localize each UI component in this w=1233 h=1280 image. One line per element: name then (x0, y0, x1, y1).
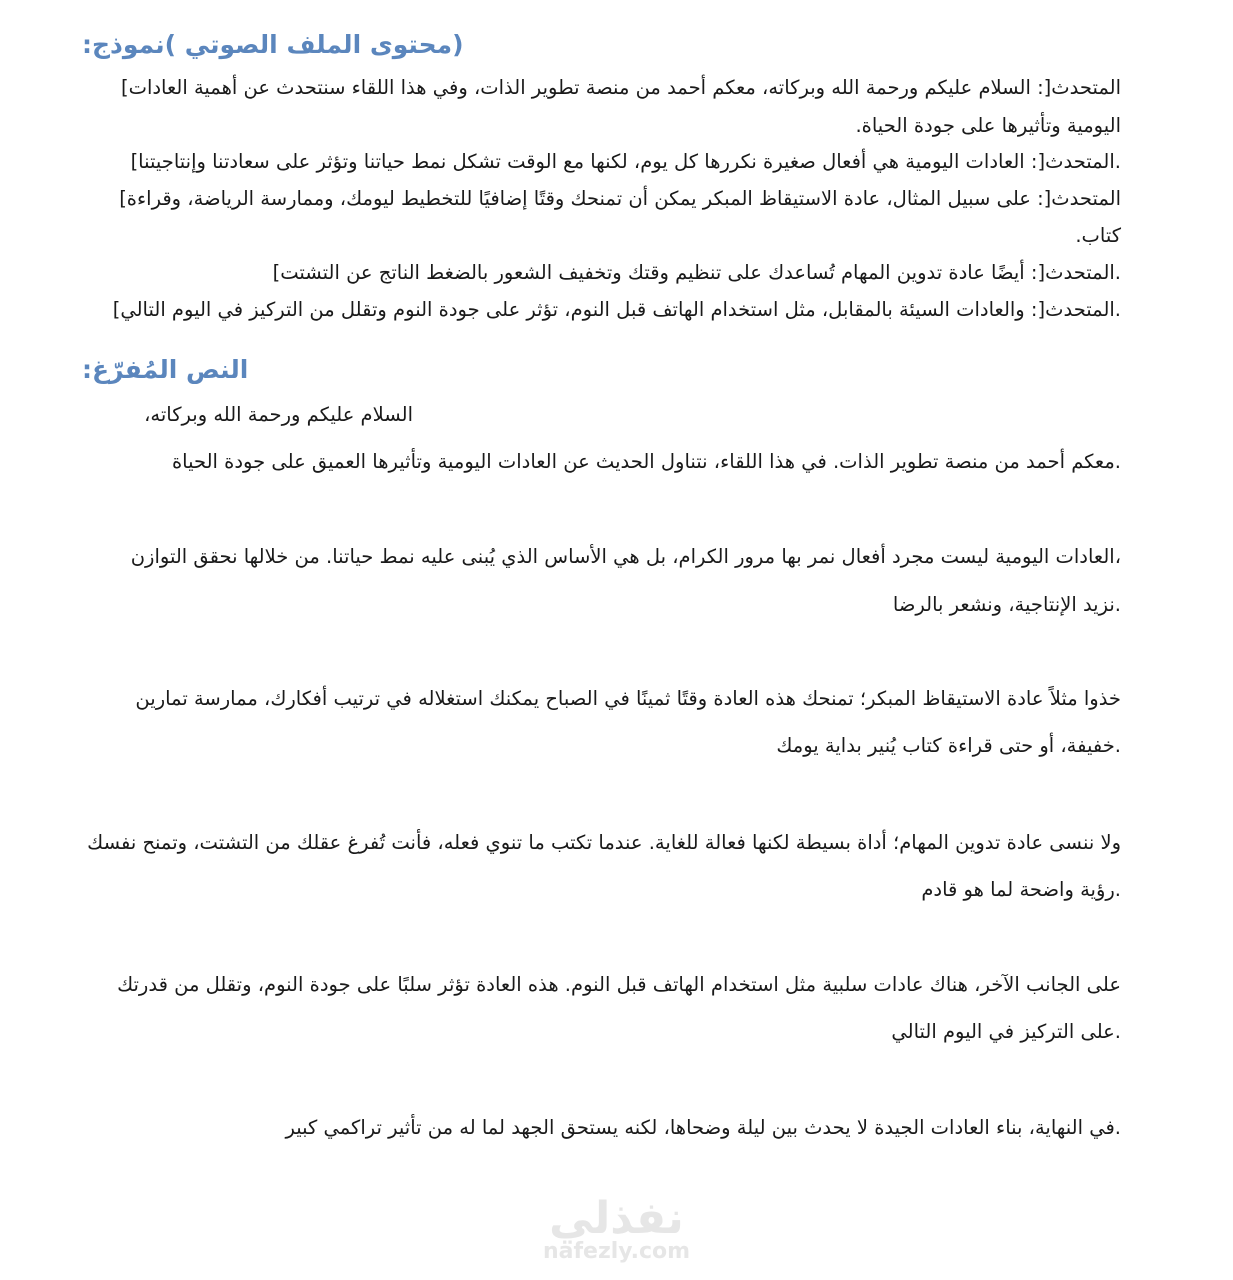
transcript-line: .رؤية واضحة لما هو قادم (921, 878, 1121, 901)
transcript-line: .نزيد الإنتاجية، ونشعر بالرضا (892, 593, 1121, 616)
transcript-line: ،العادات اليومية ليست مجرد أفعال نمر بها مرور الكرام، بل هي الأساس الذي يُبنى عليه نمط حياتنا. من خلالها نحقق التوازن (130, 545, 1121, 568)
transcript-line: السلام عليكم ورحمة الله وبركاته، (144, 403, 413, 426)
watermark-arabic: نفذلي (549, 1193, 684, 1244)
sample-heading: (محتوى الملف الصوتي )نموذج: (82, 30, 464, 59)
transcript-line: ولا ننسى عادة تدوين المهام؛ أداة بسيطة لكنها فعالة للغاية. عندما تكتب ما تنوي فعله، فأنت تُفرغ عقلك من التشتت، وتمنح نفسك (87, 831, 1121, 854)
sample-line: .المتحدث[: والعادات السيئة بالمقابل، مثل استخدام الهاتف قبل النوم، تؤثر على جودة النوم وتقلل من التركيز في اليوم التالي] (112, 298, 1121, 321)
sample-line: .المتحدث[: أيضًا عادة تدوين المهام تُساعدك على تنظيم وقتك وتخفيف الشعور بالضغط الناتج عن التشتت] (272, 261, 1121, 284)
sample-line: المتحدث[: السلام عليكم ورحمة الله وبركاته، معكم أحمد من منصة تطوير الذات، وفي هذا اللقاء سنتحدث عن أهمية العادات] (120, 76, 1121, 99)
sample-line: المتحدث[: على سبيل المثال، عادة الاستيقاظ المبكر يمكن أن تمنحك وقتًا إضافيًا للتخطيط ليومك، وممارسة الرياضة، وقراءة] (119, 187, 1121, 210)
transcript-line: .في النهاية، بناء العادات الجيدة لا يحدث بين ليلة وضحاها، لكنه يستحق الجهد لما له من تأثير تراكمي كبير (285, 1116, 1121, 1139)
transcript-line: على الجانب الآخر، هناك عادات سلبية مثل استخدام الهاتف قبل النوم. هذه العادة تؤثر سلبًا على جودة النوم، وتقلل من قدرتك (117, 973, 1121, 996)
transcript-heading: النص المُفرّغ: (82, 355, 249, 384)
watermark-latin: nafezly.com (542, 1239, 691, 1264)
transcript-line: خذوا مثلاً عادة الاستيقاظ المبكر؛ تمنحك هذه العادة وقتًا ثمينًا في الصباح يمكنك استغلاله في ترتيب أفكارك، ممارسة تمارين (135, 687, 1121, 710)
transcript-line: .على التركيز في اليوم التالي (891, 1020, 1121, 1043)
watermark-logo (0, 1195, 1233, 1265)
sample-line: .المتحدث[: العادات اليومية هي أفعال صغيرة نكررها كل يوم، لكنها مع الوقت تشكل نمط حياتنا وتؤثر على سعادتنا وإنتاجيتنا] (130, 150, 1121, 173)
transcript-line: .خفيفة، أو حتى قراءة كتاب يُنير بداية يومك (776, 734, 1121, 757)
transcript-line: .معكم أحمد من منصة تطوير الذات. في هذا اللقاء، نتناول الحديث عن العادات اليومية وتأثيرها العميق على جودة الحياة (171, 450, 1121, 473)
sample-line: اليومية وتأثيرها على جودة الحياة. (855, 114, 1121, 137)
sample-line: كتاب. (1075, 224, 1121, 247)
